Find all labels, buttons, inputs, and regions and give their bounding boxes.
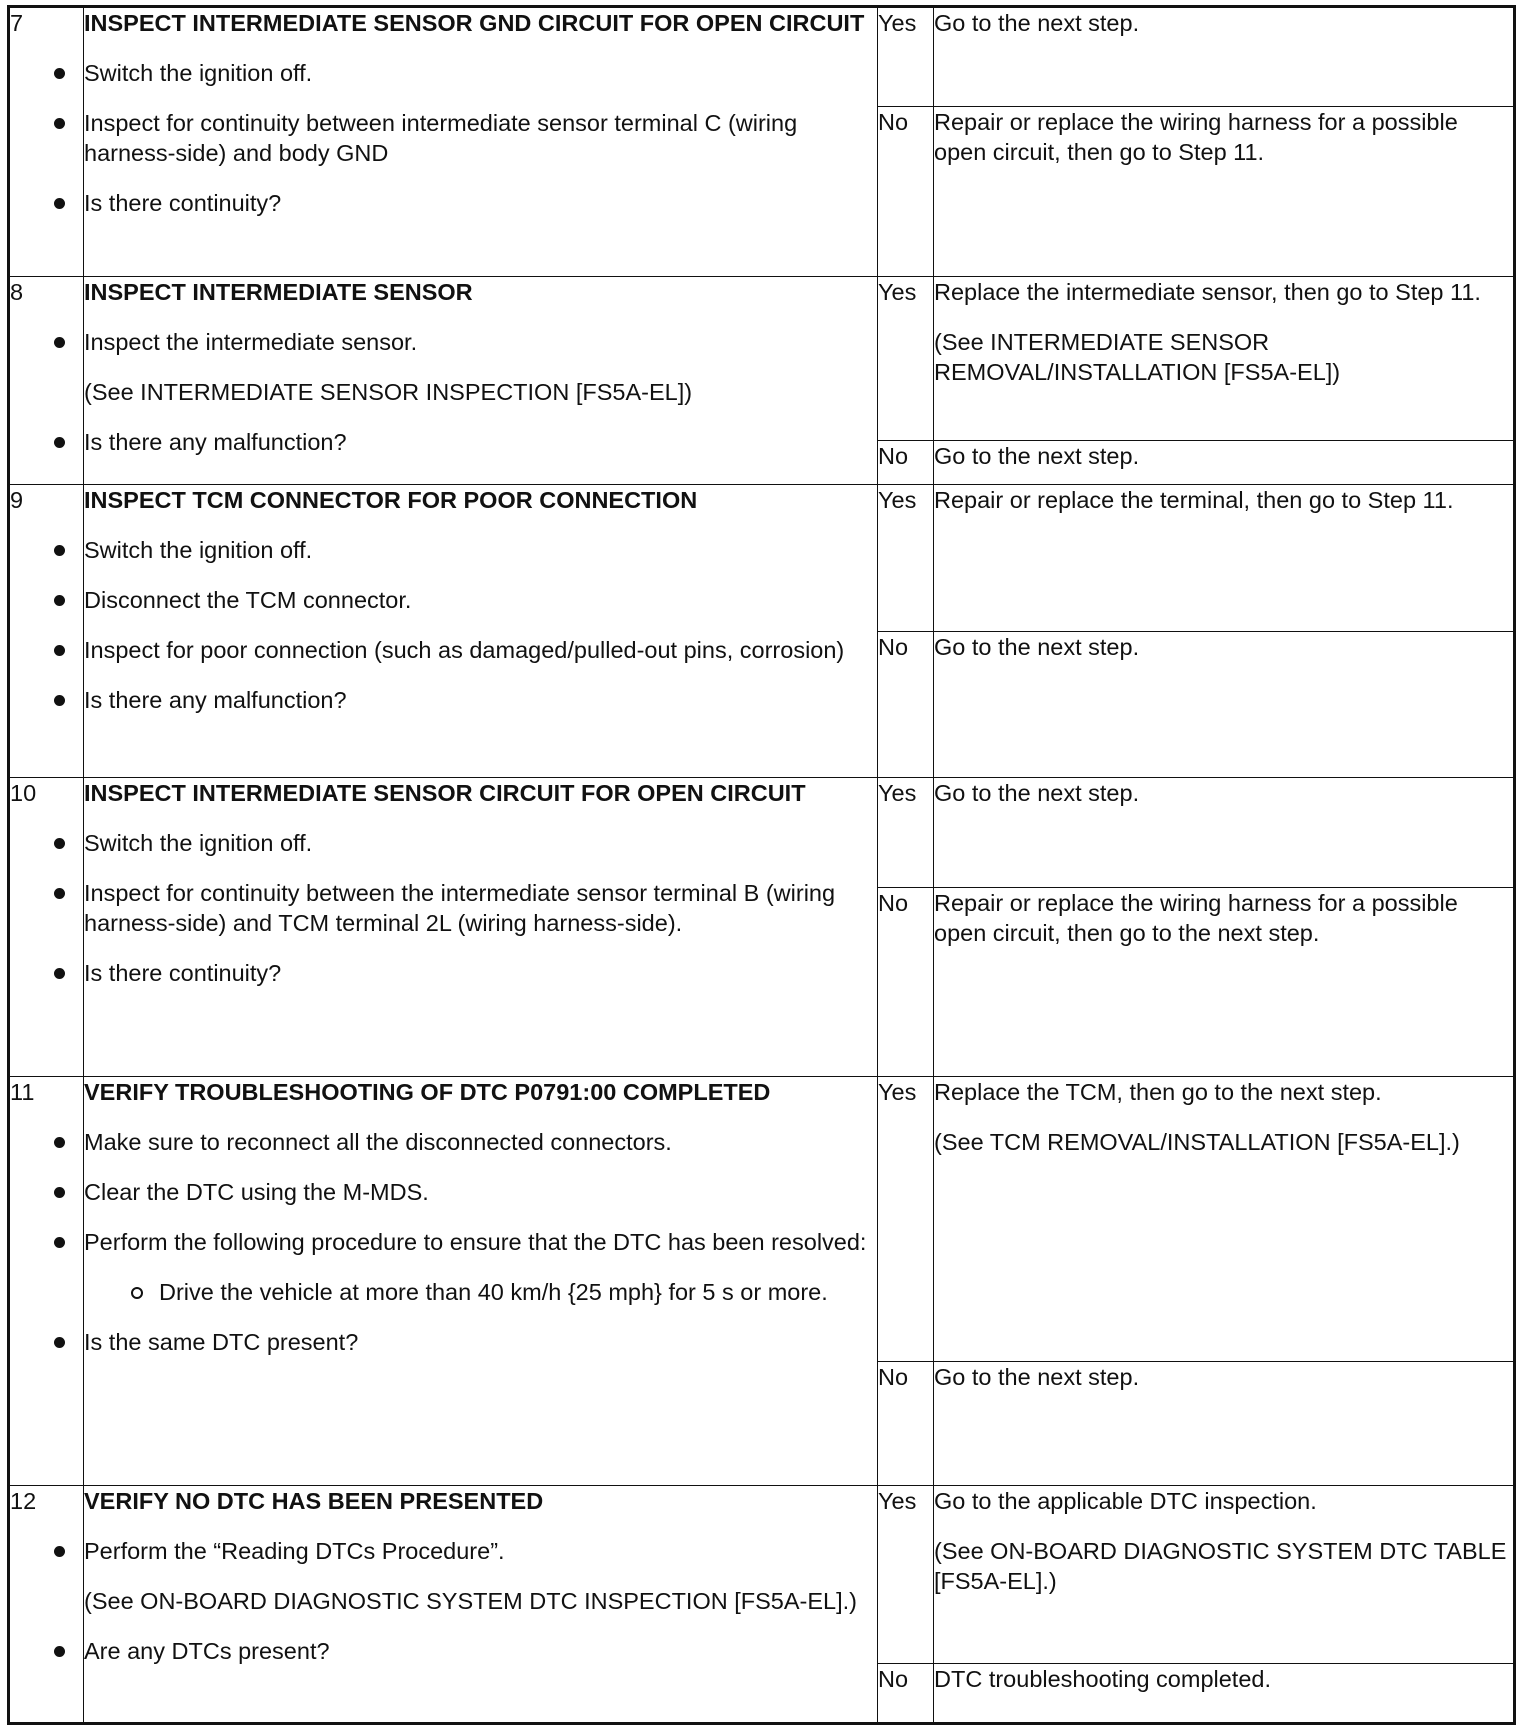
- step-10-row: [9, 778, 1515, 888]
- step-7-row: [9, 7, 1515, 107]
- yes-result-reference: (See ON-BOARD DIAGNOSTIC SYSTEM DTC TABLE [FS5A-EL].): [934, 1538, 1507, 1594]
- yes-result: Repair or replace the terminal, then go to Step 11.: [934, 485, 1515, 632]
- step-title: VERIFY TROUBLESHOOTING OF DTC P0791:00 COMPLETED: [84, 1079, 771, 1105]
- step-title: INSPECT INTERMEDIATE SENSOR: [84, 279, 473, 305]
- yes-result-reference: (See INTERMEDIATE SENSOR REMOVAL/INSTALLATION [FS5A-EL]): [934, 329, 1341, 385]
- step-8-action: [84, 277, 878, 485]
- bullet-item: Switch the ignition off.: [84, 828, 877, 858]
- step-11-row: [9, 1077, 1515, 1362]
- reference-note: (See ON-BOARD DIAGNOSTIC SYSTEM DTC INSPECTION [FS5A-EL].): [84, 1588, 857, 1614]
- no-result: Go to the next step.: [934, 1362, 1515, 1486]
- yes-result: Go to the next step.: [934, 7, 1515, 107]
- yes-label: Yes: [878, 277, 934, 441]
- yes-result: [934, 277, 1515, 441]
- step-number: 11: [9, 1077, 84, 1486]
- yes-result-text: Replace the TCM, then go to the next step.: [934, 1079, 1382, 1105]
- yes-result-text: Replace the intermediate sensor, then go to Step 11.: [934, 279, 1481, 305]
- step-number: 8: [9, 277, 84, 485]
- step-title: INSPECT INTERMEDIATE SENSOR GND CIRCUIT FOR OPEN CIRCUIT: [84, 10, 865, 36]
- yes-label: Yes: [878, 1486, 934, 1664]
- step-number: 10: [9, 778, 84, 1077]
- bullet-item: Switch the ignition off.: [84, 58, 877, 88]
- bullet-item: Is there any malfunction?: [84, 427, 877, 457]
- bullet-item: Switch the ignition off.: [84, 535, 877, 565]
- step-title: INSPECT TCM CONNECTOR FOR POOR CONNECTION: [84, 487, 698, 513]
- bullet-item: Is there continuity?: [84, 188, 877, 218]
- step-number: 7: [9, 7, 84, 277]
- yes-result: Go to the next step.: [934, 778, 1515, 888]
- yes-result-text: Go to the applicable DTC inspection.: [934, 1488, 1317, 1514]
- bullet-item: Inspect the intermediate sensor.: [84, 327, 877, 357]
- no-result: Repair or replace the wiring harness for a possible open circuit, then go to Step 11.: [934, 107, 1515, 277]
- step-8-row: [9, 277, 1515, 441]
- step-number: 12: [9, 1486, 84, 1724]
- bullet-item: Is the same DTC present?: [84, 1327, 877, 1357]
- bullet-item: Inspect for poor connection (such as damaged/pulled-out pins, corrosion): [84, 635, 877, 665]
- dtc-troubleshooting-table: [7, 5, 1516, 1725]
- no-label: No: [878, 1362, 934, 1486]
- step-12-action: [84, 1486, 878, 1724]
- yes-label: Yes: [878, 1077, 934, 1362]
- step-title: VERIFY NO DTC HAS BEEN PRESENTED: [84, 1488, 544, 1514]
- yes-label: Yes: [878, 485, 934, 632]
- step-9-row: [9, 485, 1515, 632]
- yes-result: [934, 1486, 1515, 1664]
- bullet-item: Clear the DTC using the M-MDS.: [84, 1177, 877, 1207]
- bullet-item: Make sure to reconnect all the disconnected connectors.: [84, 1127, 877, 1157]
- yes-result-reference: (See TCM REMOVAL/INSTALLATION [FS5A-EL].): [934, 1129, 1460, 1155]
- no-result: Repair or replace the wiring harness for a possible open circuit, then go to the next step.: [934, 888, 1515, 1077]
- step-12-row: [9, 1486, 1515, 1664]
- step-11-action: [84, 1077, 878, 1486]
- bullet-item: Perform the “Reading DTCs Procedure”.: [84, 1536, 877, 1566]
- step-number: 9: [9, 485, 84, 778]
- bullet-item: Is there continuity?: [84, 958, 877, 988]
- yes-result: [934, 1077, 1515, 1362]
- step-10-action: [84, 778, 878, 1077]
- bullet-item: Inspect for continuity between the intermediate sensor terminal B (wiring harness-side) and TCM terminal 2L (wiring harness-side).: [84, 878, 877, 938]
- no-label: No: [878, 888, 934, 1077]
- no-result: DTC troubleshooting completed.: [934, 1664, 1515, 1724]
- no-label: No: [878, 1664, 934, 1724]
- bullet-item: Disconnect the TCM connector.: [84, 585, 877, 615]
- step-title: INSPECT INTERMEDIATE SENSOR CIRCUIT FOR OPEN CIRCUIT: [84, 780, 806, 806]
- bullet-item: Inspect for continuity between intermediate sensor terminal C (wiring harness-side) and body GND: [84, 108, 877, 168]
- no-label: No: [878, 632, 934, 778]
- no-label: No: [878, 441, 934, 485]
- no-label: No: [878, 107, 934, 277]
- sub-bullet-item: Drive the vehicle at more than 40 km/h {25 mph} for 5 s or more.: [159, 1277, 877, 1307]
- yes-label: Yes: [878, 7, 934, 107]
- no-result: Go to the next step.: [934, 632, 1515, 778]
- step-7-action: [84, 7, 878, 277]
- troubleshooting-page: [7, 5, 1513, 1725]
- no-result: Go to the next step.: [934, 441, 1515, 485]
- bullet-item: Perform the following procedure to ensure that the DTC has been resolved:: [84, 1227, 877, 1257]
- bullet-item: Is there any malfunction?: [84, 685, 877, 715]
- reference-note: (See INTERMEDIATE SENSOR INSPECTION [FS5A-EL]): [84, 379, 693, 405]
- step-9-action: [84, 485, 878, 778]
- bullet-item: Are any DTCs present?: [84, 1636, 877, 1666]
- yes-label: Yes: [878, 778, 934, 888]
